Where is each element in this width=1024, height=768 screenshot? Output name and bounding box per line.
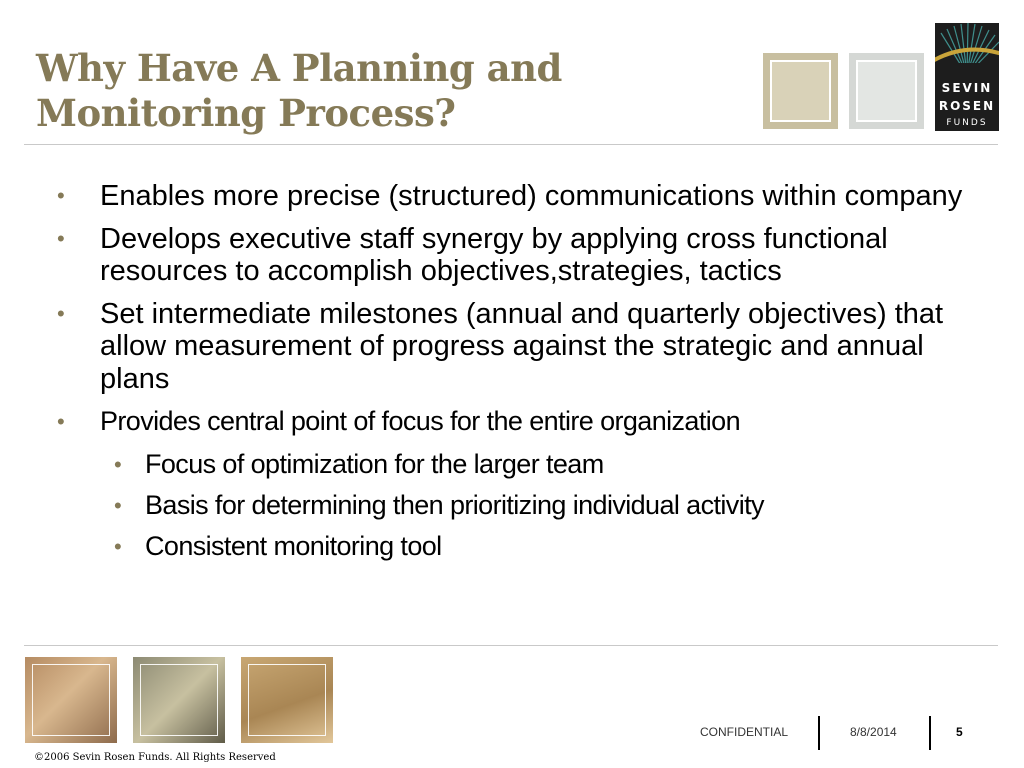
copyright-notice: ©2006 Sevin Rosen Funds. All Rights Reserved [34,752,276,763]
confidential-label: CONFIDENTIAL [700,725,789,739]
sub-bullet-item [57,448,977,481]
bullet-text: Develops executive staff synergy by applying cross functional resources to accomplish objectives,strategies, tactics [100,222,888,287]
sub-bullet-dot-icon: • [114,452,122,477]
header-divider [24,144,998,145]
bullet-dot-icon: • [57,409,65,434]
sub-bullet-item [57,530,977,563]
sub-bullet-dot-icon: • [114,493,122,518]
bullet-dot-icon: • [57,225,65,251]
bullet-text: Set intermediate milestones (annual and quarterly objectives) that allow measurement of progress against the strategic and annual plans [100,297,944,395]
sunburst-icon [935,23,999,83]
bullet-list [57,180,977,571]
footer-separator [818,716,820,750]
bullet-text: Provides central point of focus for the entire organization [100,406,740,436]
bullet-item [57,180,977,213]
slide-title-line-1: Why Have A Planning and [36,46,562,90]
sub-bullet-text: Consistent monitoring tool [145,531,442,561]
bullet-dot-icon: • [57,300,65,326]
sub-bullet-text: Basis for determining then prioritizing individual activity [145,490,764,520]
bullet-text: Enables more precise (structured) communications within company [100,180,963,212]
bullet-item [57,223,977,288]
decorative-square-tan [763,53,838,129]
bullet-item [57,298,977,396]
slide-title [36,46,562,136]
sub-bullet-dot-icon: • [114,534,122,559]
footer-divider [24,645,998,646]
sevin-rosen-logo [935,23,999,131]
footer-separator [929,716,931,750]
slide-date: 8/8/2014 [850,725,897,739]
photo-handshake [133,657,225,743]
sub-bullet-text: Focus of optimization for the larger team [145,449,604,479]
decorative-square-gray [849,53,924,129]
slide-title-line-2: Monitoring Process? [36,91,456,135]
logo-text-funds: FUNDS [946,118,988,128]
bullet-item [57,405,977,438]
logo-text-rosen: ROSEN [938,99,996,113]
photo-meeting [241,657,333,743]
bullet-dot-icon: • [57,183,65,208]
sub-bullet-item [57,489,977,522]
photo-man-writing [25,657,117,743]
logo-text-sevin: SEVIN [941,81,993,95]
page-number: 5 [956,725,963,739]
